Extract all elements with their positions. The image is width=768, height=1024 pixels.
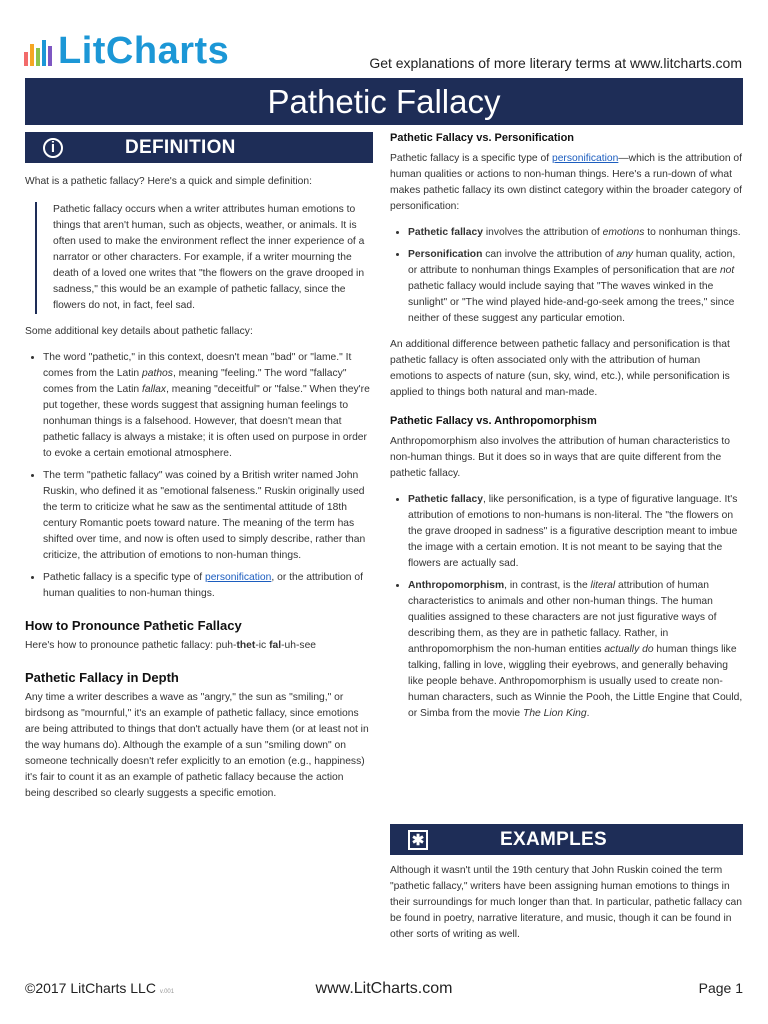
- info-icon: i: [43, 138, 63, 158]
- vs-personification-heading: Pathetic Fallacy vs. Personification: [390, 132, 575, 144]
- examples-text: Although it wasn't until the 19th century that John Ruskin coined the term "pathetic fallacy," writers have been assigning human emotions to things in their surroundings for much longer than that. In particular, pathetic fallacy can be found in poetry, narrative literature, and music, though it can be found in other sorts of writing as well.: [390, 865, 743, 940]
- definition-title: DEFINITION: [125, 136, 236, 158]
- pronounce-text: [25, 638, 370, 654]
- text-bold: Pathetic fallacy: [408, 227, 483, 238]
- logo-bar: [36, 48, 40, 66]
- list-item: [408, 225, 743, 241]
- footer-site-link[interactable]: www.LitCharts.com: [315, 980, 453, 997]
- vs-personification-list: [390, 225, 743, 327]
- definition-header: [25, 132, 373, 163]
- text: to nonhuman things.: [644, 227, 741, 238]
- text-bold: Pathetic fallacy: [408, 494, 483, 505]
- list-item: [43, 350, 370, 462]
- text-bold: fal: [269, 640, 282, 651]
- logo-bar: [48, 46, 52, 66]
- details-intro: Some additional key details about pathetic fallacy:: [25, 326, 253, 337]
- personification-link[interactable]: personification: [204, 572, 272, 583]
- definition-quote-text: Pathetic fallacy occurs when a writer attributes human emotions to things that aren't human, such as objects, weather, or animals. It is often used to make the environment reflect the inner experience of a narrator or other characters. For example, if a writer mourning the death of a loved one writes that "the flowers on the grave drooped in sadness," this would be an example of pathetic fallacy, since the flowers do not, in fact, feel sad.: [53, 204, 365, 311]
- list-item: [408, 578, 743, 722]
- text: .: [586, 708, 590, 719]
- depth-text: Any time a writer describes a wave as "angry," the sun as "smiling," or birdsong as "mournful," it's an example of pathetic fallacy, since emotions are being attributed to things that don't actually have them (or at least not in the way humans do). Although the example of a sun "smiling down" on someone technically doesn't refer explicitly to an emotion (e.g., happiness) it's fair to count it as an example of pathetic fallacy because the action being described so clearly suggests a specific emotion.: [25, 692, 369, 799]
- text-bold: Anthropomorphism: [408, 580, 505, 591]
- text: Pathetic fallacy is a specific type of: [390, 153, 552, 164]
- vs-personification-intro: [390, 151, 743, 215]
- text-italic: not: [719, 265, 735, 276]
- text-italic: emotions: [602, 227, 645, 238]
- version-text: v.001: [159, 989, 175, 995]
- examples-header: [390, 824, 743, 855]
- text: , like personification, is a type of figurative language. It's attribution of emotions to non-humans is non-literal. The "the flowers on the grave drooped in sadness" is a figurative description meant to imbue the image with a certain emotion. It is not meant to be saying that the flowers are actually sad.: [408, 494, 738, 569]
- page-title: Pathetic Fallacy: [25, 78, 743, 125]
- text: , in contrast, is the: [504, 580, 591, 591]
- text: Here's how to pronounce pathetic fallacy: puh-: [25, 640, 237, 651]
- vs-anthro-intro: Anthropomorphism also involves the attribution of human characteristics to non-human things. But it does so in ways that are quite different from the pathetic fallacy.: [390, 436, 730, 479]
- pronounce-heading: How to Pronounce Pathetic Fallacy: [25, 618, 242, 633]
- page-header: [0, 0, 768, 78]
- examples-title: EXAMPLES: [500, 828, 607, 850]
- header-tagline: Get explanations of more literary terms at www.litcharts.com: [369, 55, 742, 71]
- text: , meaning "deceitful" or "false." When they're put together, these words suggest that assigning human feelings to nonhuman things is a falsehood. However, that doesn't mean that pathetic fallacy is always a mistake; it is often used on purpose in order to evoke a certain emotional atmosphere.: [43, 384, 370, 459]
- vs-anthro-heading: Pathetic Fallacy vs. Anthropomorphism: [390, 415, 597, 427]
- vs-personification-closing: An additional difference between pathetic fallacy and personification is that pathetic fallacy is often associated only with the attribution of human emotions to aspects of nature (sun, sky, wind, etc.), while personification is applied to things both natural and man-made.: [390, 339, 730, 398]
- list-item: [408, 492, 743, 572]
- text: , meaning "feeling." The word "fallacy" comes from the Latin: [43, 368, 347, 395]
- logo-bar: [30, 44, 34, 66]
- logo-bars-icon: [24, 36, 52, 70]
- text: Pathetic fallacy is a specific type of: [43, 572, 205, 583]
- text-italic: actually do: [604, 644, 654, 655]
- personification-link[interactable]: personification: [551, 153, 619, 164]
- details-list: [25, 350, 370, 602]
- text-bold: thet: [236, 640, 256, 651]
- list-item: [43, 570, 370, 602]
- list-item: [408, 247, 743, 327]
- logo-bar: [42, 40, 46, 66]
- logo-bar: [24, 52, 28, 66]
- text: -ic: [255, 640, 270, 651]
- asterisk-icon: ✱: [408, 830, 428, 850]
- text-bold: Personification: [408, 249, 483, 260]
- definition-intro: What is a pathetic fallacy? Here's a quick and simple definition:: [25, 176, 312, 187]
- text: involves the attribution of: [482, 227, 603, 238]
- text: attribution of human characteristics to animals and other non-human things. The human qualities assigned to these characters are not just figurative ways of describing them, as they are in pathetic fallacy. Rather, in anthropomorphism the non-human entities: [408, 580, 717, 655]
- text-italic: The Lion King: [523, 708, 587, 719]
- text: human things like talking, falling in love, wiggling their eyebrows, and generally behaving like people behave. Anthropomorphism is usually used to create non-human characters, such as Winnie the Pooh, the Little Engine that Could, or Simba from the movie: [408, 644, 743, 719]
- vs-anthro-list: [390, 492, 743, 722]
- definition-quote: [35, 202, 370, 314]
- logo-text: LitCharts: [58, 30, 230, 72]
- page-number: Page 1: [698, 980, 743, 996]
- text-italic: any: [616, 249, 633, 260]
- text: -uh-see: [281, 640, 317, 651]
- depth-heading: Pathetic Fallacy in Depth: [25, 670, 179, 685]
- litcharts-logo[interactable]: [24, 32, 229, 70]
- text: can involve the attribution of: [482, 249, 617, 260]
- text: —which is the attribution of human qualities or actions to non-human things. Here's a run-down of what makes pathetic fallacy its own distinct category within the broader category of personification:: [390, 153, 742, 212]
- left-column: [25, 174, 370, 802]
- text-italic: literal: [590, 580, 616, 591]
- text: , or the attribution of human qualities to non-human things.: [43, 572, 363, 599]
- copyright-text: ©2017 LitCharts LLC: [25, 980, 156, 996]
- list-item: • The term "pathetic fallacy" was coined by a British writer named John Ruskin, who defined it as "emotional falseness." Ruskin originally used the term to criticize what he saw as the sentimental attitude of 18th century Romantic poets toward nature. The meaning of the term has shifted over time, and now is often used to simply describe, rather than criticize, the attribution of emotions to non-human things.: [43, 468, 370, 564]
- right-column: [390, 130, 743, 728]
- text: pathetic fallacy would include saying that "The waves winked in the sunlight" or "The wind played hide-and-go-seek among the trees," since neither of these suggest any particular emotion.: [408, 281, 735, 324]
- text-italic: pathos: [142, 368, 173, 379]
- text: The word "pathetic," in this context, doesn't mean "bad" or "lame." It comes from the Latin: [43, 352, 352, 379]
- text-italic: fallax: [142, 384, 167, 395]
- examples-column: [390, 863, 743, 943]
- text: human quality, action, or attribute to nonhuman things Examples of personification that are: [408, 249, 736, 276]
- page-footer: [0, 975, 768, 1005]
